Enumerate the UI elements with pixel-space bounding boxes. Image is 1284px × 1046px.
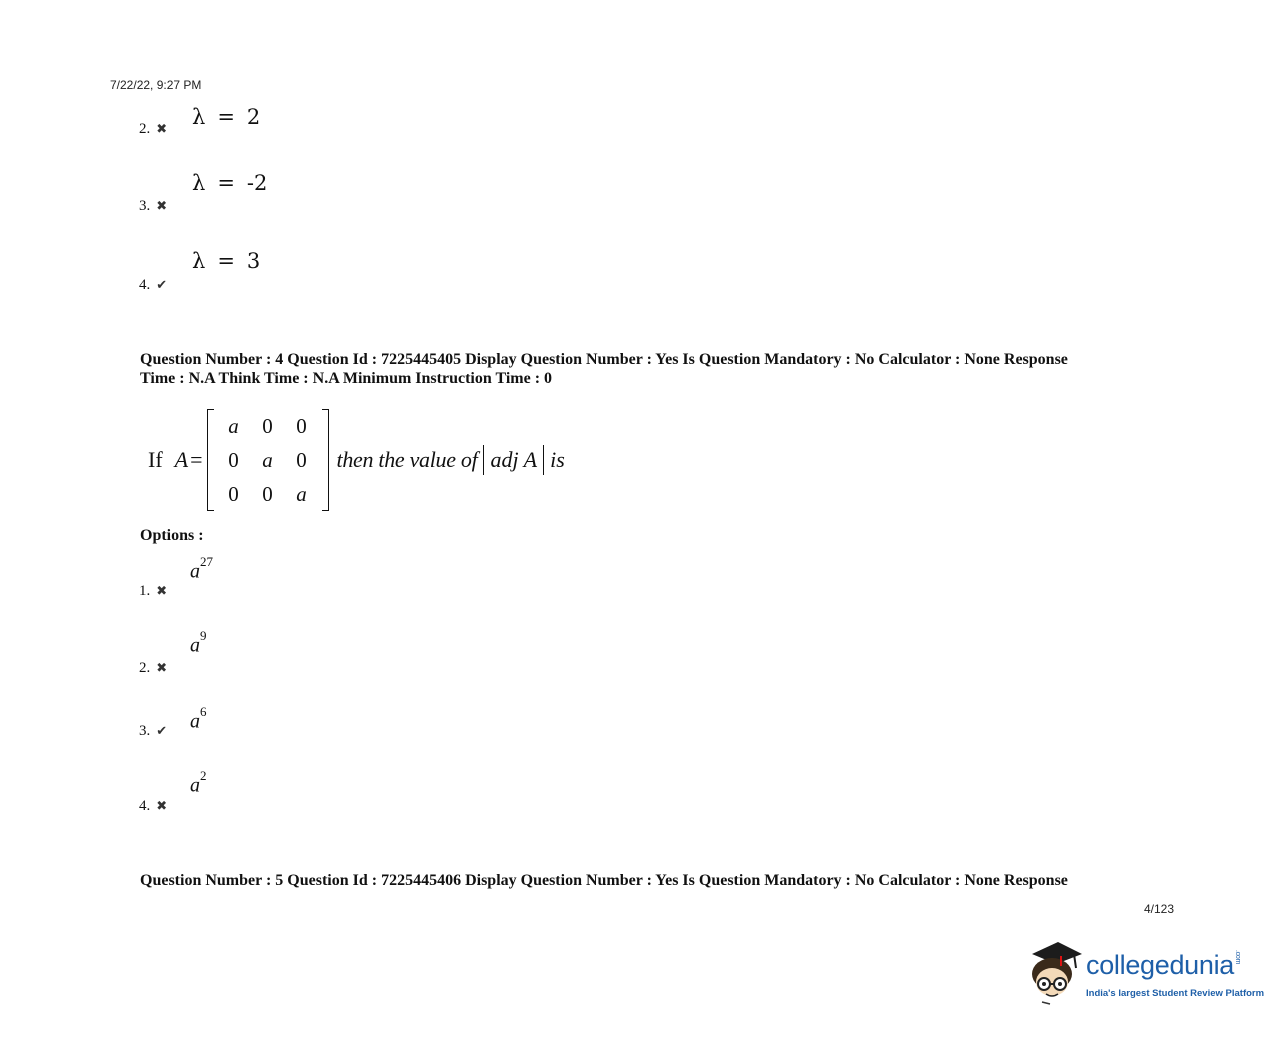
check-icon: ✔ bbox=[156, 723, 168, 738]
question-4-stem bbox=[148, 408, 565, 512]
stem-variable: A bbox=[174, 447, 189, 472]
prev-option-3-expression bbox=[192, 171, 267, 195]
lambda-symbol: λ bbox=[192, 249, 206, 273]
question-5-meta: Question Number : 5 Question Id : 7225445406 Display Question Number : Yes Is Question Mandatory : No Calculator : None Response bbox=[140, 872, 1068, 889]
lambda-symbol: λ bbox=[192, 171, 206, 195]
logo-text: collegedunia bbox=[1086, 950, 1235, 980]
option-exponent: 9 bbox=[200, 628, 207, 643]
stem-determinant: adj A bbox=[483, 445, 544, 475]
logo-suffix: .com bbox=[1234, 950, 1242, 964]
q4-option-3-expression bbox=[190, 704, 207, 734]
check-icon: ✔ bbox=[156, 277, 168, 292]
matrix-cell: 0 bbox=[228, 481, 239, 506]
cross-icon: ✖ bbox=[156, 198, 168, 213]
q4-option-1-expression bbox=[190, 554, 213, 584]
option-number: 1. bbox=[139, 583, 151, 599]
option-exponent: 27 bbox=[200, 554, 213, 569]
option-number: 2. bbox=[139, 660, 151, 676]
matrix-cell: a bbox=[262, 447, 273, 472]
matrix-cell: 0 bbox=[296, 447, 307, 472]
option-number: 3. bbox=[139, 723, 151, 739]
prev-option-4-number bbox=[139, 276, 167, 294]
option-base: a bbox=[190, 634, 200, 657]
option-number: 3. bbox=[139, 198, 151, 214]
matrix-cell: a bbox=[228, 413, 239, 438]
option-value: 3 bbox=[246, 249, 261, 273]
logo-wordmark bbox=[1086, 950, 1241, 981]
page-number: 4/123 bbox=[1144, 902, 1175, 916]
collegedunia-mascot-icon bbox=[1024, 938, 1084, 1006]
stem-if: If bbox=[148, 447, 163, 472]
option-value: -2 bbox=[246, 171, 268, 195]
matrix-cell: 0 bbox=[262, 413, 273, 438]
option-number: 4. bbox=[139, 798, 151, 814]
options-label: Options : bbox=[140, 527, 204, 544]
prev-option-2-expression bbox=[192, 105, 260, 129]
prev-option-3-number bbox=[139, 197, 167, 215]
option-value: 2 bbox=[246, 105, 261, 129]
q4-option-4-number bbox=[139, 797, 167, 815]
stem-equals: = bbox=[190, 447, 203, 472]
matrix-cell: 0 bbox=[228, 447, 239, 472]
equals-sign: = bbox=[217, 105, 235, 129]
matrix-cell: a bbox=[296, 481, 307, 506]
option-base: a bbox=[190, 774, 200, 797]
question-4-meta-line1: Question Number : 4 Question Id : 7225445405 Display Question Number : Yes Is Question Mandatory : No Calculator : None Response bbox=[140, 351, 1068, 368]
q4-option-2-number bbox=[139, 659, 167, 677]
header-timestamp: 7/22/22, 9:27 PM bbox=[110, 78, 202, 92]
cross-icon: ✖ bbox=[156, 583, 168, 598]
option-number: 4. bbox=[139, 277, 151, 293]
q4-option-1-number bbox=[139, 582, 167, 600]
cross-icon: ✖ bbox=[156, 660, 168, 675]
option-number: 2. bbox=[139, 121, 151, 137]
stem-is: is bbox=[550, 447, 565, 472]
logo-tagline: India's largest Student Review Platform bbox=[1086, 988, 1265, 999]
q4-option-4-expression bbox=[190, 768, 207, 798]
q4-option-3-number bbox=[139, 722, 167, 740]
question-4-meta bbox=[140, 350, 1160, 388]
prev-option-2-number bbox=[139, 120, 167, 138]
option-exponent: 6 bbox=[200, 704, 207, 719]
q4-option-2-expression bbox=[190, 628, 207, 658]
prev-option-4-expression bbox=[192, 249, 260, 273]
option-base: a bbox=[190, 560, 200, 583]
option-exponent: 2 bbox=[200, 768, 207, 783]
stem-then: then the value of bbox=[336, 447, 478, 472]
cross-icon: ✖ bbox=[156, 798, 168, 813]
lambda-symbol: λ bbox=[192, 105, 206, 129]
matrix bbox=[207, 409, 329, 511]
equals-sign: = bbox=[217, 171, 235, 195]
matrix-cell: 0 bbox=[262, 481, 273, 506]
option-base: a bbox=[190, 710, 200, 733]
equals-sign: = bbox=[217, 249, 235, 273]
question-4-meta-line2: Time : N.A Think Time : N.A Minimum Instruction Time : 0 bbox=[140, 370, 553, 387]
cross-icon: ✖ bbox=[156, 121, 168, 136]
matrix-cell: 0 bbox=[296, 413, 307, 438]
